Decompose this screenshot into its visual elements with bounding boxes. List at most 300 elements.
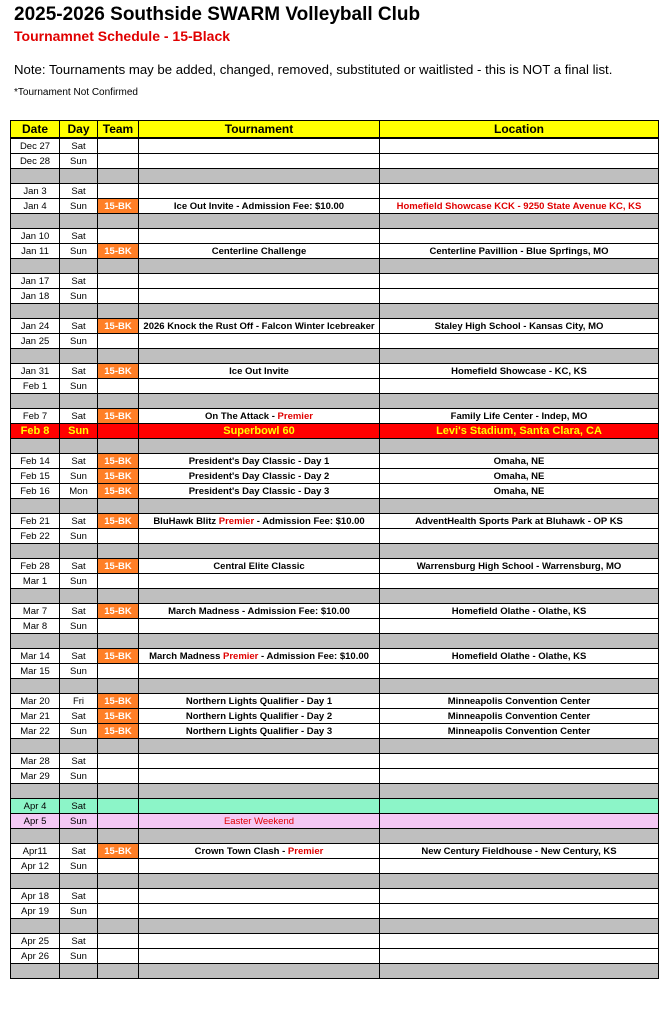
date-cell: Feb 21 — [11, 514, 60, 529]
location-cell — [380, 619, 659, 634]
table-row — [11, 949, 659, 964]
team-cell — [98, 334, 139, 349]
table-row — [11, 184, 659, 199]
separator-cell — [60, 829, 98, 844]
table-row — [11, 604, 659, 619]
location-cell: Minneapolis Convention Center — [380, 724, 659, 739]
location-cell — [380, 274, 659, 289]
date-cell: Apr11 — [11, 844, 60, 859]
team-cell — [98, 934, 139, 949]
tournament-text: BluHawk Blitz — [153, 515, 219, 527]
day-cell: Sat — [60, 709, 98, 724]
team-cell — [98, 769, 139, 784]
location-cell — [380, 138, 659, 154]
separator-cell — [98, 964, 139, 979]
table-row — [11, 484, 659, 499]
location-cell — [380, 184, 659, 199]
location-cell: Levi's Stadium, Santa Clara, CA — [380, 424, 659, 439]
tournament-text: March Madness — [149, 650, 223, 662]
separator-cell — [11, 349, 60, 364]
team-cell — [98, 889, 139, 904]
separator-cell — [11, 544, 60, 559]
separator-row — [11, 784, 659, 799]
table-row — [11, 199, 659, 214]
tournament-cell — [139, 138, 380, 154]
team-cell — [98, 184, 139, 199]
separator-cell — [60, 784, 98, 799]
separator-row — [11, 634, 659, 649]
day-cell: Sat — [60, 844, 98, 859]
separator-row — [11, 259, 659, 274]
location-cell — [380, 889, 659, 904]
separator-cell — [98, 829, 139, 844]
table-row — [11, 859, 659, 874]
premier-label: Premier — [218, 515, 255, 527]
team-cell: 15-BK — [98, 469, 139, 484]
location-cell — [380, 934, 659, 949]
separator-cell — [11, 589, 60, 604]
day-cell: Sat — [60, 138, 98, 154]
table-header-row — [11, 121, 659, 139]
team-cell: 15-BK — [98, 364, 139, 379]
date-cell: Jan 4 — [11, 199, 60, 214]
tournament-cell — [139, 454, 380, 469]
date-cell: Jan 18 — [11, 289, 60, 304]
tournament-text: Northern Lights Qualifier - Day 1 — [185, 695, 333, 707]
separator-row — [11, 964, 659, 979]
tournament-cell — [139, 469, 380, 484]
separator-cell — [139, 874, 380, 889]
separator-cell — [98, 169, 139, 184]
table-row — [11, 574, 659, 589]
separator-cell — [139, 439, 380, 454]
col-header-date: Date — [11, 121, 60, 139]
separator-cell — [139, 589, 380, 604]
separator-cell — [380, 349, 659, 364]
day-cell: Sat — [60, 409, 98, 424]
location-cell: Omaha, NE — [380, 469, 659, 484]
team-cell — [98, 289, 139, 304]
team-cell: 15-BK — [98, 199, 139, 214]
day-cell: Sat — [60, 319, 98, 334]
separator-cell — [139, 214, 380, 229]
location-cell — [380, 154, 659, 169]
team-cell: 15-BK — [98, 484, 139, 499]
team-cell: 15-BK — [98, 844, 139, 859]
separator-cell — [11, 829, 60, 844]
page-title: 2025-2026 Southside SWARM Volleyball Club — [14, 4, 421, 25]
separator-cell — [380, 499, 659, 514]
tournament-cell — [139, 484, 380, 499]
date-cell: Mar 21 — [11, 709, 60, 724]
location-cell — [380, 229, 659, 244]
tournament-cell — [139, 769, 380, 784]
separator-cell — [380, 739, 659, 754]
separator-row — [11, 874, 659, 889]
separator-cell — [11, 394, 60, 409]
separator-cell — [11, 919, 60, 934]
team-cell — [98, 814, 139, 829]
tournament-cell — [139, 199, 380, 214]
table-row — [11, 409, 659, 424]
date-cell: Feb 15 — [11, 469, 60, 484]
tournament-text: President's Day Classic - Day 2 — [188, 470, 330, 482]
day-cell: Sun — [60, 469, 98, 484]
team-cell — [98, 274, 139, 289]
separator-cell — [60, 214, 98, 229]
date-cell: Jan 3 — [11, 184, 60, 199]
day-cell: Sun — [60, 619, 98, 634]
tournament-text: President's Day Classic - Day 3 — [188, 485, 330, 497]
separator-cell — [11, 499, 60, 514]
team-cell: 15-BK — [98, 649, 139, 664]
tournament-text: 2026 Knock the Rust Off - Falcon Winter Icebreaker — [143, 320, 375, 332]
location-cell: Minneapolis Convention Center — [380, 694, 659, 709]
tournament-cell — [139, 289, 380, 304]
team-cell: 15-BK — [98, 559, 139, 574]
location-cell: Family Life Center - Indep, MO — [380, 409, 659, 424]
date-cell: Mar 7 — [11, 604, 60, 619]
table-row — [11, 889, 659, 904]
schedule-note: Note: Tournaments may be added, changed, removed, substituted or waitlisted - this is NOT a final list. — [14, 62, 613, 77]
tournament-cell — [139, 424, 380, 439]
separator-cell — [11, 439, 60, 454]
date-cell: Mar 8 — [11, 619, 60, 634]
tournament-text: - Admission Fee: $10.00 — [254, 515, 365, 527]
team-cell: 15-BK — [98, 604, 139, 619]
tournament-cell — [139, 274, 380, 289]
team-cell — [98, 138, 139, 154]
separator-cell — [380, 784, 659, 799]
date-cell: Feb 14 — [11, 454, 60, 469]
day-cell: Sun — [60, 529, 98, 544]
tournament-text: Easter Weekend — [223, 815, 295, 827]
tournament-cell — [139, 904, 380, 919]
team-cell — [98, 379, 139, 394]
table-row — [11, 469, 659, 484]
tournament-cell — [139, 649, 380, 664]
team-cell: 15-BK — [98, 319, 139, 334]
table-row — [11, 229, 659, 244]
tournament-text: On The Attack - — [205, 410, 278, 422]
separator-cell — [60, 349, 98, 364]
separator-cell — [60, 739, 98, 754]
separator-cell — [11, 634, 60, 649]
tournament-cell — [139, 319, 380, 334]
table-row — [11, 138, 659, 154]
table-row — [11, 934, 659, 949]
separator-row — [11, 214, 659, 229]
location-cell — [380, 904, 659, 919]
separator-cell — [98, 394, 139, 409]
not-confirmed-footnote: *Tournament Not Confirmed — [14, 87, 138, 98]
separator-cell — [60, 439, 98, 454]
date-cell: Apr 25 — [11, 934, 60, 949]
separator-cell — [380, 259, 659, 274]
day-cell: Sat — [60, 799, 98, 814]
tournament-text: Superbowl 60 — [223, 424, 295, 437]
team-cell — [98, 664, 139, 679]
team-cell: 15-BK — [98, 454, 139, 469]
separator-cell — [60, 394, 98, 409]
date-cell: Feb 8 — [11, 424, 60, 439]
date-cell: Feb 16 — [11, 484, 60, 499]
separator-cell — [11, 304, 60, 319]
location-cell: Minneapolis Convention Center — [380, 709, 659, 724]
day-cell: Sun — [60, 949, 98, 964]
team-cell — [98, 424, 139, 439]
team-cell: 15-BK — [98, 709, 139, 724]
separator-cell — [60, 634, 98, 649]
tournament-cell — [139, 334, 380, 349]
table-row — [11, 379, 659, 394]
separator-row — [11, 679, 659, 694]
date-cell: Feb 22 — [11, 529, 60, 544]
separator-cell — [98, 304, 139, 319]
separator-cell — [380, 829, 659, 844]
team-cell: 15-BK — [98, 694, 139, 709]
tournament-cell — [139, 814, 380, 829]
separator-cell — [98, 259, 139, 274]
tournament-text: Central Elite Classic — [213, 560, 305, 572]
location-cell: Homefield Showcase - KC, KS — [380, 364, 659, 379]
separator-cell — [380, 304, 659, 319]
team-cell: 15-BK — [98, 724, 139, 739]
table-row — [11, 334, 659, 349]
day-cell: Sun — [60, 379, 98, 394]
day-cell: Sun — [60, 814, 98, 829]
date-cell: Jan 17 — [11, 274, 60, 289]
day-cell: Sat — [60, 604, 98, 619]
separator-cell — [60, 304, 98, 319]
separator-row — [11, 499, 659, 514]
tournament-cell — [139, 664, 380, 679]
tournament-text: Ice Out Invite - Admission Fee: $10.00 — [173, 200, 345, 212]
location-cell: Omaha, NE — [380, 454, 659, 469]
location-cell: New Century Fieldhouse - New Century, KS — [380, 844, 659, 859]
date-cell: Jan 31 — [11, 364, 60, 379]
date-cell: Feb 1 — [11, 379, 60, 394]
date-cell: Jan 11 — [11, 244, 60, 259]
separator-cell — [60, 679, 98, 694]
separator-cell — [11, 964, 60, 979]
team-cell — [98, 619, 139, 634]
day-cell: Sun — [60, 904, 98, 919]
separator-cell — [139, 544, 380, 559]
date-cell: Mar 20 — [11, 694, 60, 709]
separator-cell — [380, 214, 659, 229]
separator-cell — [380, 634, 659, 649]
separator-cell — [98, 679, 139, 694]
separator-cell — [98, 214, 139, 229]
separator-row — [11, 304, 659, 319]
separator-cell — [380, 544, 659, 559]
day-cell: Sat — [60, 184, 98, 199]
day-cell: Sun — [60, 664, 98, 679]
tournament-cell — [139, 799, 380, 814]
date-cell: Mar 29 — [11, 769, 60, 784]
table-row — [11, 709, 659, 724]
day-cell: Sat — [60, 934, 98, 949]
day-cell: Sun — [60, 244, 98, 259]
separator-cell — [98, 499, 139, 514]
separator-row — [11, 919, 659, 934]
day-cell: Sat — [60, 754, 98, 769]
date-cell: Apr 4 — [11, 799, 60, 814]
location-cell — [380, 334, 659, 349]
separator-cell — [98, 739, 139, 754]
date-cell: Mar 15 — [11, 664, 60, 679]
day-cell: Sun — [60, 574, 98, 589]
tournament-text: Northern Lights Qualifier - Day 2 — [185, 710, 333, 722]
tournament-cell — [139, 529, 380, 544]
day-cell: Sat — [60, 889, 98, 904]
team-cell — [98, 229, 139, 244]
day-cell: Sun — [60, 289, 98, 304]
table-row — [11, 364, 659, 379]
table-row — [11, 799, 659, 814]
separator-cell — [60, 259, 98, 274]
col-header-location: Location — [380, 121, 659, 139]
table-row — [11, 154, 659, 169]
table-row — [11, 529, 659, 544]
tournament-cell — [139, 724, 380, 739]
separator-cell — [380, 679, 659, 694]
separator-row — [11, 544, 659, 559]
separator-cell — [139, 784, 380, 799]
team-cell: 15-BK — [98, 244, 139, 259]
separator-cell — [98, 544, 139, 559]
day-cell: Sun — [60, 424, 98, 439]
tournament-cell — [139, 229, 380, 244]
separator-cell — [380, 874, 659, 889]
tournament-text: Ice Out Invite — [229, 365, 289, 377]
separator-cell — [139, 499, 380, 514]
separator-cell — [11, 739, 60, 754]
team-cell — [98, 754, 139, 769]
day-cell: Sun — [60, 724, 98, 739]
separator-cell — [380, 439, 659, 454]
separator-row — [11, 394, 659, 409]
separator-cell — [60, 874, 98, 889]
date-cell: Mar 28 — [11, 754, 60, 769]
col-header-team: Team — [98, 121, 139, 139]
table-row — [11, 514, 659, 529]
table-row — [11, 424, 659, 439]
date-cell: Dec 28 — [11, 154, 60, 169]
location-cell — [380, 379, 659, 394]
date-cell: Mar 1 — [11, 574, 60, 589]
date-cell: Apr 18 — [11, 889, 60, 904]
separator-cell — [11, 169, 60, 184]
table-row — [11, 244, 659, 259]
location-cell — [380, 949, 659, 964]
table-row — [11, 814, 659, 829]
location-cell — [380, 814, 659, 829]
tournament-cell — [139, 184, 380, 199]
location-cell — [380, 574, 659, 589]
tournament-cell — [139, 949, 380, 964]
table-row — [11, 844, 659, 859]
separator-cell — [380, 919, 659, 934]
location-cell: Staley High School - Kansas City, MO — [380, 319, 659, 334]
date-cell: Apr 19 — [11, 904, 60, 919]
tournament-text: - Admission Fee: $10.00 — [258, 650, 369, 662]
location-cell: Homefield Olathe - Olathe, KS — [380, 604, 659, 619]
tournament-cell — [139, 754, 380, 769]
date-cell: Jan 24 — [11, 319, 60, 334]
separator-cell — [139, 169, 380, 184]
premier-label: Premier — [223, 650, 259, 662]
separator-cell — [139, 739, 380, 754]
table-row — [11, 274, 659, 289]
day-cell: Sat — [60, 649, 98, 664]
col-header-day: Day — [60, 121, 98, 139]
separator-cell — [60, 544, 98, 559]
separator-cell — [98, 784, 139, 799]
day-cell: Sun — [60, 769, 98, 784]
page-subtitle: Tournamnet Schedule - 15-Black — [14, 28, 231, 44]
date-cell: Mar 14 — [11, 649, 60, 664]
separator-cell — [11, 214, 60, 229]
location-cell — [380, 664, 659, 679]
table-row — [11, 904, 659, 919]
separator-cell — [139, 634, 380, 649]
tournament-cell — [139, 364, 380, 379]
tournament-cell — [139, 244, 380, 259]
col-header-tournament: Tournament — [139, 121, 380, 139]
tournament-cell — [139, 859, 380, 874]
tournament-cell — [139, 889, 380, 904]
separator-cell — [380, 169, 659, 184]
separator-cell — [139, 964, 380, 979]
separator-row — [11, 439, 659, 454]
team-cell — [98, 529, 139, 544]
day-cell: Fri — [60, 694, 98, 709]
location-cell — [380, 859, 659, 874]
tournament-cell — [139, 844, 380, 859]
separator-cell — [380, 964, 659, 979]
separator-cell — [11, 679, 60, 694]
separator-cell — [98, 589, 139, 604]
tournament-cell — [139, 709, 380, 724]
date-cell: Jan 10 — [11, 229, 60, 244]
separator-cell — [380, 394, 659, 409]
separator-row — [11, 349, 659, 364]
table-row — [11, 769, 659, 784]
separator-cell — [139, 919, 380, 934]
team-cell: 15-BK — [98, 514, 139, 529]
day-cell: Sat — [60, 274, 98, 289]
location-cell — [380, 529, 659, 544]
separator-cell — [380, 589, 659, 604]
separator-cell — [98, 349, 139, 364]
team-cell: 15-BK — [98, 409, 139, 424]
day-cell: Sun — [60, 154, 98, 169]
tournament-cell — [139, 409, 380, 424]
tournament-cell — [139, 514, 380, 529]
date-cell: Apr 26 — [11, 949, 60, 964]
separator-row — [11, 739, 659, 754]
table-row — [11, 289, 659, 304]
date-cell: Apr 5 — [11, 814, 60, 829]
tournament-text: Crown Town Clash - — [194, 845, 288, 857]
day-cell: Sun — [60, 859, 98, 874]
day-cell: Sat — [60, 514, 98, 529]
table-row — [11, 724, 659, 739]
date-cell: Dec 27 — [11, 138, 60, 154]
separator-cell — [11, 259, 60, 274]
